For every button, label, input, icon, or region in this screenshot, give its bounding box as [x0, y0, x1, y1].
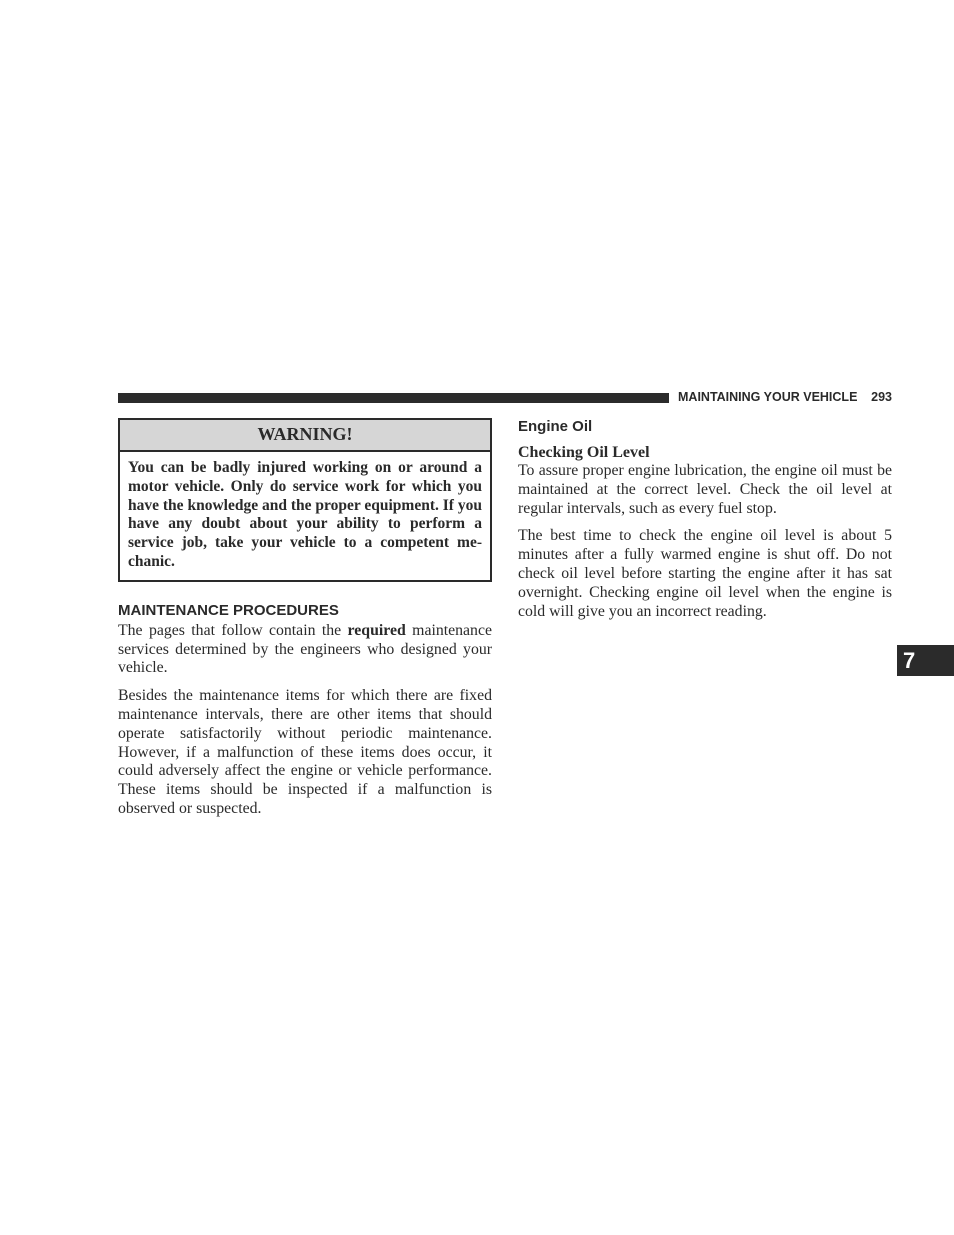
warning-title: WARNING! — [120, 420, 490, 452]
page-number: 293 — [871, 390, 892, 404]
required-emphasis: required — [347, 621, 406, 639]
right-column — [518, 418, 892, 621]
warning-box — [118, 418, 492, 582]
engine-oil-heading: Engine Oil — [518, 418, 593, 435]
header-rule — [118, 393, 669, 403]
engine-oil-paragraph-1: To assure proper engine lubrication, the engine oil must be maintained at the correct level. Check the oil level at regular intervals, such as every fuel stop. — [518, 462, 892, 517]
running-header — [678, 390, 892, 404]
maintenance-paragraph-1: The pages that follow contain the required maintenance services determined by the engineers who designed your vehicle. — [118, 621, 492, 677]
left-column — [118, 418, 492, 819]
maintenance-paragraph-2: Besides the maintenance items for which there are fixed maintenance intervals, there are other items that should operate satisfactorily without periodic maintenance. However, if a malfunction of these items does occur, it could adversely affect the engine or vehicle performance. These items should be inspected if a malfunction is observed or suspected. — [118, 687, 492, 817]
section-title: MAINTAINING YOUR VEHICLE — [678, 390, 858, 404]
chapter-tab: 7 — [897, 645, 954, 676]
warning-text: You can be badly injured working on or around a motor vehicle. Only do service work for which you have the knowledge and the proper equipment. If you have any doubt about your ability to perform a service job, take your vehicle to a competent me-chanic. — [128, 459, 482, 570]
checking-oil-level-subheading: Checking Oil Level — [518, 444, 650, 461]
maintenance-heading: MAINTENANCE PROCEDURES — [118, 601, 339, 619]
engine-oil-paragraph-2: The best time to check the engine oil level is about 5 minutes after a fully warmed engine is shut off. Do not check oil level before starting the engine after it has sat overnight. Checking engine oil level when the engine is cold will give you an incorrect reading. — [518, 527, 892, 620]
